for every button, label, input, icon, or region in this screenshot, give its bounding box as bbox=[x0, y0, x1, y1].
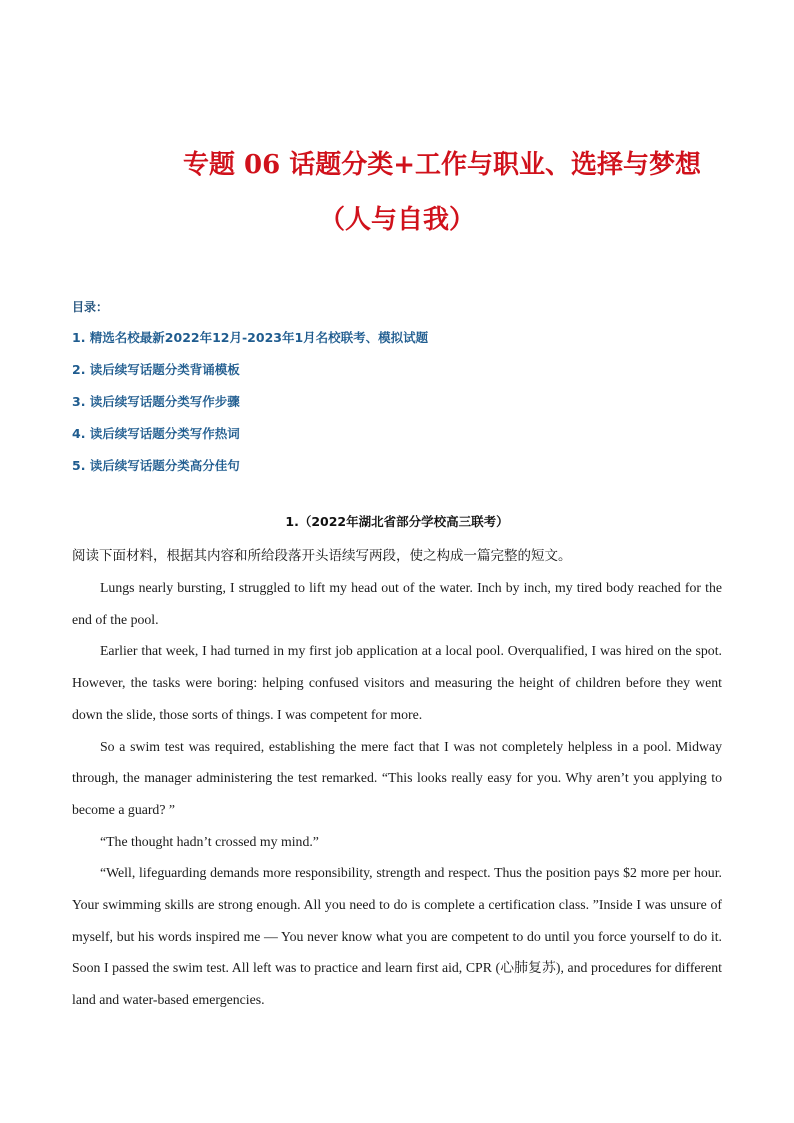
toc-item[interactable]: 2. 读后续写话题分类背诵模板 bbox=[72, 362, 240, 377]
question-instruction: 阅读下面材料，根据其内容和所给段落开头语续写两段，使之构成一篇完整的短文。 bbox=[72, 548, 572, 564]
passage-paragraph: Lungs nearly bursting, I struggled to lift my head out of the water. Inch by inch, my tired body reached for the end of the pool. bbox=[72, 580, 722, 627]
document-title-line2: （人与自我） bbox=[318, 205, 475, 235]
passage-paragraph: So a swim test was required, establishing the mere fact that I was not completely helpless in a pool. Midway through, the manager administering the test remarked. “This looks really easy for you. Why aren’t you applying to become a guard? ” bbox=[72, 738, 722, 817]
document-title-line1: 专题 06 话题分类+工作与职业、选择与梦想 bbox=[182, 150, 702, 180]
passage-paragraph: “The thought hadn’t crossed my mind.” bbox=[100, 833, 319, 849]
table-of-contents bbox=[72, 326, 428, 486]
question-title: 1.（2022年湖北省部分学校高三联考） bbox=[285, 514, 509, 529]
toc-item[interactable]: 4. 读后续写话题分类写作热词 bbox=[72, 426, 240, 441]
passage-paragraph: “Well, lifeguarding demands more responsibility, strength and respect. Thus the position pays $2 more per hour. Your swimming skills are strong enough. All you need to do is complete a certification class. ”Inside I was unsure of myself, but his words inspired me — You never know what you are competent to do until you force yourself to do it. Soon I passed the swim test. All left was to practice and learn first aid, CPR (心肺复苏), and procedures for different land and water-based emergencies. bbox=[72, 865, 722, 1008]
toc-item[interactable]: 1. 精选名校最新2022年12月-2023年1月名校联考、模拟试题 bbox=[72, 330, 429, 345]
toc-item[interactable]: 3. 读后续写话题分类写作步骤 bbox=[72, 394, 240, 409]
passage-body bbox=[72, 572, 722, 1016]
passage-paragraph: Earlier that week, I had turned in my first job application at a local pool. Overqualified, I was hired on the spot. However, the tasks were boring: helping confused visitors and measuring the height of children before they went down the slide, those sorts of things. I was competent for more. bbox=[72, 643, 722, 722]
toc-item[interactable]: 5. 读后续写话题分类高分佳句 bbox=[72, 458, 240, 473]
toc-heading: 目录： bbox=[72, 300, 109, 314]
